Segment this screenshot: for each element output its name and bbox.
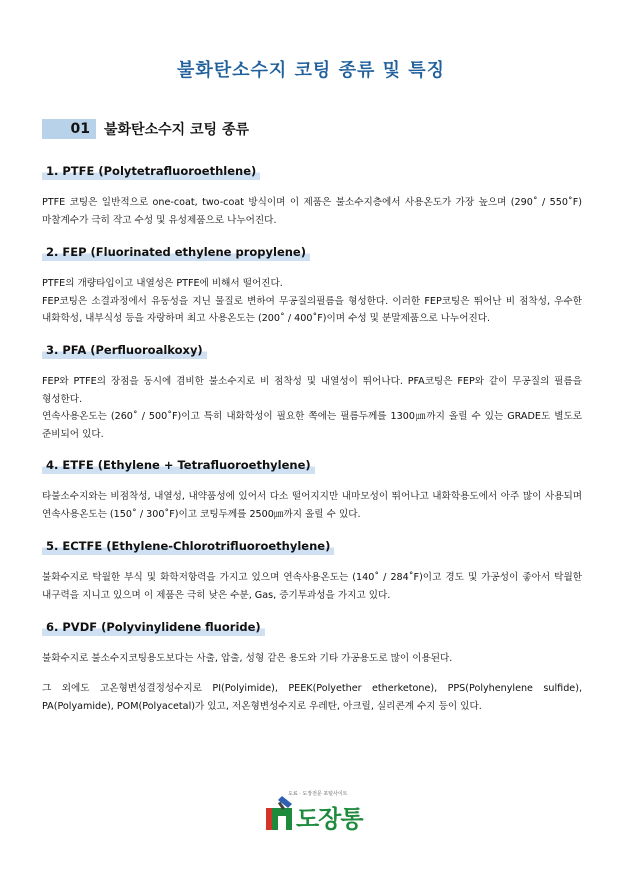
item-ectfe [42, 535, 582, 604]
item-paragraph: FEP와 PTFE의 장점을 동시에 겸비한 불소수지로 비 점착성 및 내열성이 뛰어나다. PFA코팅은 FEP와 같이 무공질의 필름을 형성한다. [42, 376, 582, 405]
item-body [42, 194, 582, 229]
item-title: 3. PFA (Perfluoroalkoxy) [42, 342, 207, 359]
item-body [42, 650, 582, 668]
item-paragraph: FEP코팅은 소결과정에서 유동성을 지닌 물질로 변하여 무공질의필름을 형성한다. 이러한 FEP코팅은 뛰어난 비 점착성, 우수한 내화학성, 내부식성 등을 자랑하며 최고 사용온도는 (200˚ / 400˚F)이며 수성 및 분말제품으로 나누어진다. [42, 295, 582, 324]
logo-brand: 도장통 [296, 805, 363, 833]
item-paragraph: 불화수지로 탁월한 부식 및 화학저항력을 가지고 있으며 연속사용온도는 (140˚ / 284˚F)이고 경도 및 가공성이 좋아서 탁월한 내구력을 지니고 있으며 이 제품은 극히 낮은 수분, Gas, 증기투과성을 가지고 있다. [42, 572, 582, 601]
item-ptfe [42, 160, 582, 229]
item-paragraph: 불화수지로 불소수지코팅용도보다는 사출, 압출, 성형 같은 용도와 기타 가공용도로 많이 이용된다. [42, 653, 453, 664]
item-body [42, 569, 582, 604]
item-paragraph: 연속사용온도는 (260˚ / 500˚F)이고 특히 내화학성이 필요한 쪽에는 필름두께를 1300㎛까지 올릴 수 있는 GRADE도 별도로 준비되어 있다. [42, 411, 582, 440]
section-heading [42, 118, 249, 140]
item-paragraph: PTFE 코팅은 일반적으로 one-coat, two-coat 방식이며 이 제품은 불소수지층에서 사용온도가 가장 높으며 (290˚ / 550˚F) 마찰계수가 극히 작고 수성 및 유성제품으로 나누어진다. [42, 197, 582, 226]
paint-bucket-logo-icon [266, 794, 296, 834]
closing-text: 그 외에도 고온형변성결정성수지로 PI(Polyimide), PEEK(Polyether etherketone), PPS(Polyhenylene sulfide), PA(Polyamide), POM(Polyacetal)가 있고, 저온형변성수지로 우레탄, 아크릴, 실리콘계 수지 등이 있다. [42, 683, 582, 712]
item-body [42, 373, 582, 443]
logo-tagline: 도료 · 도장전문 포털사이트 [288, 791, 348, 797]
item-title: 6. PVDF (Polyvinylidene fluoride) [42, 619, 265, 636]
item-title: 1. PTFE (Polytetrafluoroethlene) [42, 163, 260, 180]
item-title: 2. FEP (Fluorinated ethylene propylene) [42, 244, 310, 261]
item-title: 5. ECTFE (Ethylene-Chlorotrifluoroethylene) [42, 538, 334, 555]
section-title: 불화탄소수지 코팅 종류 [104, 122, 249, 138]
item-pfa [42, 339, 582, 443]
item-paragraph: 타불소수지와는 비점착성, 내열성, 내약품성에 있어서 다소 떨어지지만 내마모성이 뛰어나고 내화학용도에서 아주 많이 사용되며 연속사용온도는 (150˚ / 300˚F)이고 코팅두께를 2500㎛까지 올릴 수 있다. [42, 491, 582, 520]
item-fep [42, 241, 582, 328]
section-number: 01 [42, 119, 96, 139]
logo [266, 790, 376, 834]
page-title: 불화탄소수지 코팅 종류 및 특징 [176, 60, 446, 81]
item-body [42, 488, 582, 523]
item-body [42, 275, 582, 328]
closing-paragraph [42, 680, 582, 715]
item-paragraph: PTFE의 개량타입이고 내열성은 PTFE에 비해서 떨어진다. [42, 278, 283, 289]
item-pvdf [42, 616, 582, 668]
item-title: 4. ETFE (Ethylene + Tetrafluoroethylene) [42, 457, 315, 474]
item-etfe [42, 454, 582, 523]
